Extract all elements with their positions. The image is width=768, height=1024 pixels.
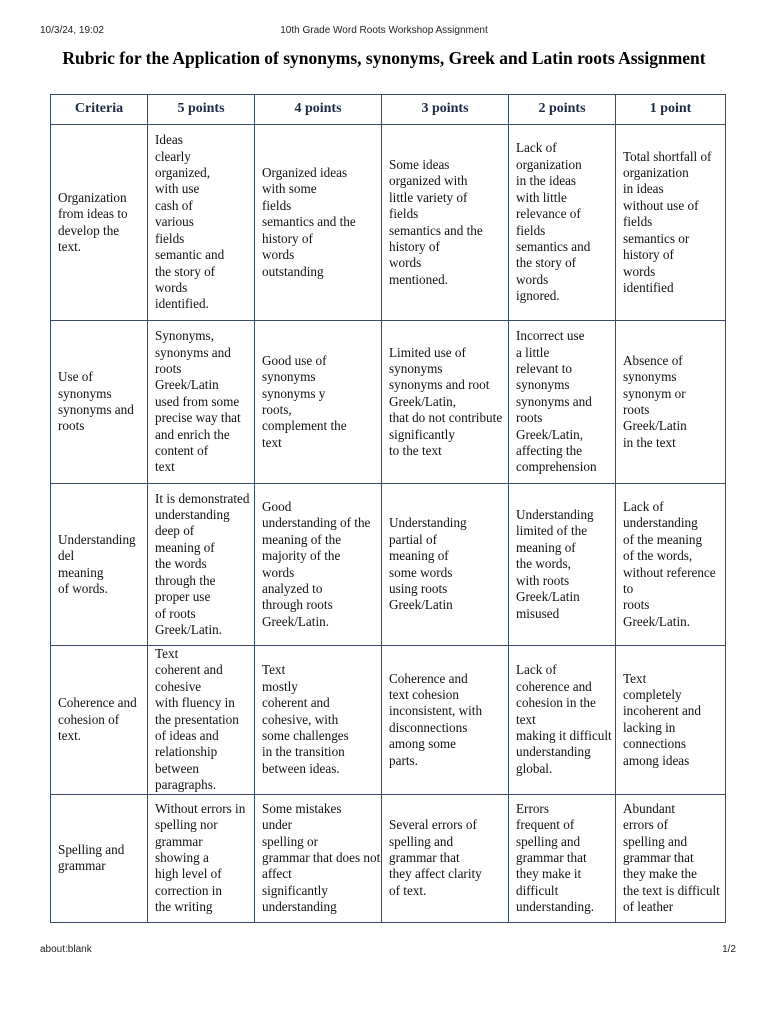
table-row (51, 646, 726, 795)
score-1-cell: Text completely incoherent and lacking in connections among ideas (616, 646, 726, 795)
score-3-cell: Several errors of spelling and grammar that they affect clarity of text. (382, 794, 509, 922)
header-4-points: 4 points (255, 95, 382, 125)
score-2-cell: Errors frequent of spelling and grammar that they make it difficult understanding. (509, 794, 616, 922)
table-row (51, 125, 726, 321)
score-1-cell: Absence of synonyms synonym or roots Greek/Latin in the text (616, 321, 726, 484)
print-doc-title: 10th Grade Word Roots Workshop Assignment (280, 25, 488, 36)
table-row (51, 484, 726, 646)
score-3-cell: Limited use of synonyms synonyms and root Greek/Latin, that do not contribute significantly to the text (382, 321, 509, 484)
header-row (51, 95, 726, 125)
score-2-cell: Lack of organization in the ideas with little relevance of fields semantics and the story of words ignored. (509, 125, 616, 321)
criteria-cell: Coherence and cohesion of text. (51, 646, 148, 795)
score-2-cell: Understanding limited of the meaning of the words, with roots Greek/Latin misused (509, 484, 616, 646)
score-4-cell: Good understanding of the meaning of the majority of the words analyzed to through roots Greek/Latin. (255, 484, 382, 646)
print-datetime: 10/3/24, 19:02 (40, 25, 104, 36)
score-2-cell: Incorrect use a little relevant to synonyms synonyms and roots Greek/Latin, affecting the comprehension (509, 321, 616, 484)
rubric-table (50, 94, 726, 923)
score-5-cell: Text coherent and cohesive with fluency in the presentation of ideas and relationship between paragraphs. (148, 646, 255, 795)
score-3-cell: Understanding partial of meaning of some words using roots Greek/Latin (382, 484, 509, 646)
page-number: 1/2 (722, 944, 736, 955)
score-5-cell: Ideas clearly organized, with use cash of various fields semantic and the story of words identified. (148, 125, 255, 321)
score-1-cell: Lack of understanding of the meaning of the words, without reference to roots Greek/Latin. (616, 484, 726, 646)
page-title: Rubric for the Application of synonyms, synonyms, Greek and Latin roots Assignment (62, 48, 706, 68)
score-2-cell: Lack of coherence and cohesion in the text making it difficult understanding global. (509, 646, 616, 795)
score-4-cell: Good use of synonyms synonyms y roots, complement the text (255, 321, 382, 484)
criteria-cell: Organization from ideas to develop the text. (51, 125, 148, 321)
criteria-cell: Understanding del meaning of words. (51, 484, 148, 646)
criteria-cell: Spelling and grammar (51, 794, 148, 922)
score-4-cell: Text mostly coherent and cohesive, with some challenges in the transition between ideas. (255, 646, 382, 795)
table-row (51, 321, 726, 484)
score-1-cell: Total shortfall of organization in ideas without use of fields semantics or history of words identified (616, 125, 726, 321)
score-4-cell: Organized ideas with some fields semantics and the history of words outstanding (255, 125, 382, 321)
header-5-points: 5 points (148, 95, 255, 125)
score-3-cell: Some ideas organized with little variety of fields semantics and the history of words mentioned. (382, 125, 509, 321)
score-5-cell: Synonyms, synonyms and roots Greek/Latin used from some precise way that and enrich the content of text (148, 321, 255, 484)
criteria-cell: Use of synonyms synonyms and roots (51, 321, 148, 484)
header-1-point: 1 point (616, 95, 726, 125)
header-2-points: 2 points (509, 95, 616, 125)
score-5-cell: Without errors in spelling nor grammar showing a high level of correction in the writing (148, 794, 255, 922)
table-row (51, 794, 726, 922)
score-4-cell: Some mistakes under spelling or grammar that does not affect significantly understanding (255, 794, 382, 922)
header-3-points: 3 points (382, 95, 509, 125)
score-3-cell: Coherence and text cohesion inconsistent, with disconnections among some parts. (382, 646, 509, 795)
print-url: about:blank (40, 944, 92, 955)
header-criteria: Criteria (51, 95, 148, 125)
score-1-cell: Abundant errors of spelling and grammar that they make the the text is difficult of leather (616, 794, 726, 922)
score-5-cell: It is demonstrated understanding deep of meaning of the words through the proper use of roots Greek/Latin. (148, 484, 255, 646)
